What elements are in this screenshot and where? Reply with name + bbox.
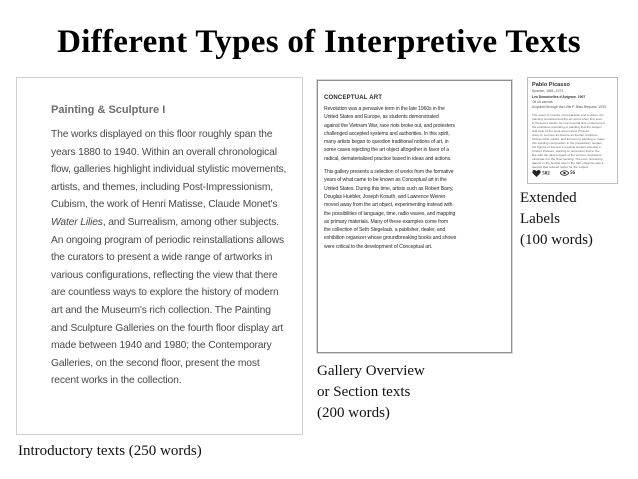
artwork-title-italic: Water Lilies [51,216,103,228]
artist-dates: Spanish, 1881–1973 [532,89,564,93]
intro-line: are countless ways to explore the history of modern [51,287,279,299]
intro-line: artists, and themes, including Post-Impressionism, [51,181,273,193]
intro-line: The works displayed on this floor roughly span the [51,129,273,140]
likes-stat: 502 [532,170,550,177]
artwork-credit: Acquired through the Lillie P. Bliss Bequest. 1939 [532,105,606,110]
gallery-heading: CONCEPTUAL ART [324,95,383,101]
intro-line: recent works in the collection. [51,375,182,387]
heart-icon [532,170,541,177]
intro-line: art and the Museum's rich collection. The Painting [51,304,271,316]
views-stat: 56 [560,170,575,176]
intro-heading: Painting & Sculpture I [51,104,166,116]
label-stats [532,170,575,177]
intro-line: flow, galleries highlight individual stylistic movements, [51,164,287,176]
intro-line: and Sculpture Galleries on the fourth floor display art [51,322,284,334]
introductory-text-panel [16,77,303,435]
extended-body: The result of months of preparation and revision, the painting revolutionized the art world when first seen in Picasso's studio. Its monumental size underscored the ambitious reworking of painting that the subject and style of the work announced. Picasso drew on sources as diverse as Iberian sculpture, African tribal masks, and El Greco's painting to make this startling composition in the preparatory studies, the figures of interest a medical student entering a brothel. Picasso, wanting to remember that to the like with the direct regard of the women, decided to eliminate it in the final painting. The even remaining dancer in the brothel was in the hall, chagrine was a derelict that refused rather for the subject. [532,112,605,169]
intro-line: Water Lilies, and Surrealism, among other subjects. [51,216,279,228]
gallery-overview-panel [317,80,512,353]
gallery-paragraph-1: Revolution was a pervasive term in the late 1960s in the United States and Europe, as students demonstrated against the Vietnam War, race riots broke out, and protesters challenged accepted systems and authorities. In this spirit, many artists began to question traditional notions of art, in some cases rejecting the art object altogether in favor of a radical, dematerialized practice based in ideas and actions. [324,106,455,162]
eye-icon [560,170,569,176]
gallery-caption: Gallery Overview or Section texts (200 words) [317,363,425,421]
intro-line: Galleries, on the second floor, present the most [51,357,260,369]
introductory-caption: Introductory texts (250 words) [18,443,202,459]
artwork-medium: Oil on canvas [532,99,553,104]
intro-body [51,126,291,390]
extended-caption: Extended Labels (100 words) [520,190,593,248]
gallery-paragraph-2: This gallery presents a selection of works from the formative years of what came to be known as Conceptual art in the United States. During this time, artists such as Robert Barry, Douglas Huebler, Joseph Kosuth, and Lawrence Weiner moved away from the art object, experimenting instead with the possibilities of language, time, radio waves, and mapping as primary materials. Many of these examples come from the collection of Seth Siegelaub, a publisher, dealer, and exhibition organizer whose groundbreaking books and shows were critical to the development of Conceptual art. [324,169,457,250]
intro-line: various configurations, reflecting the view that there [51,269,278,281]
intro-line: years 1880 to 1940. Within an overall chronological [51,146,277,158]
intro-line: Cubism, the work of Henri Matisse, Claude Monet's [51,199,278,211]
extended-label-panel [527,77,618,184]
slide-title: Different Types of Interpretive Texts [57,24,581,60]
intro-line: An ongoing program of periodic reinstallations allows [51,234,285,246]
artist-name: Pablo Picasso [532,82,570,88]
artwork-title: Les Demoiselles d'Avignon. 1907 [532,95,586,100]
intro-line: the curators to present a wide range of artworks in [51,252,273,264]
intro-line: made between 1940 and 1980; the Contemporary [51,340,272,352]
